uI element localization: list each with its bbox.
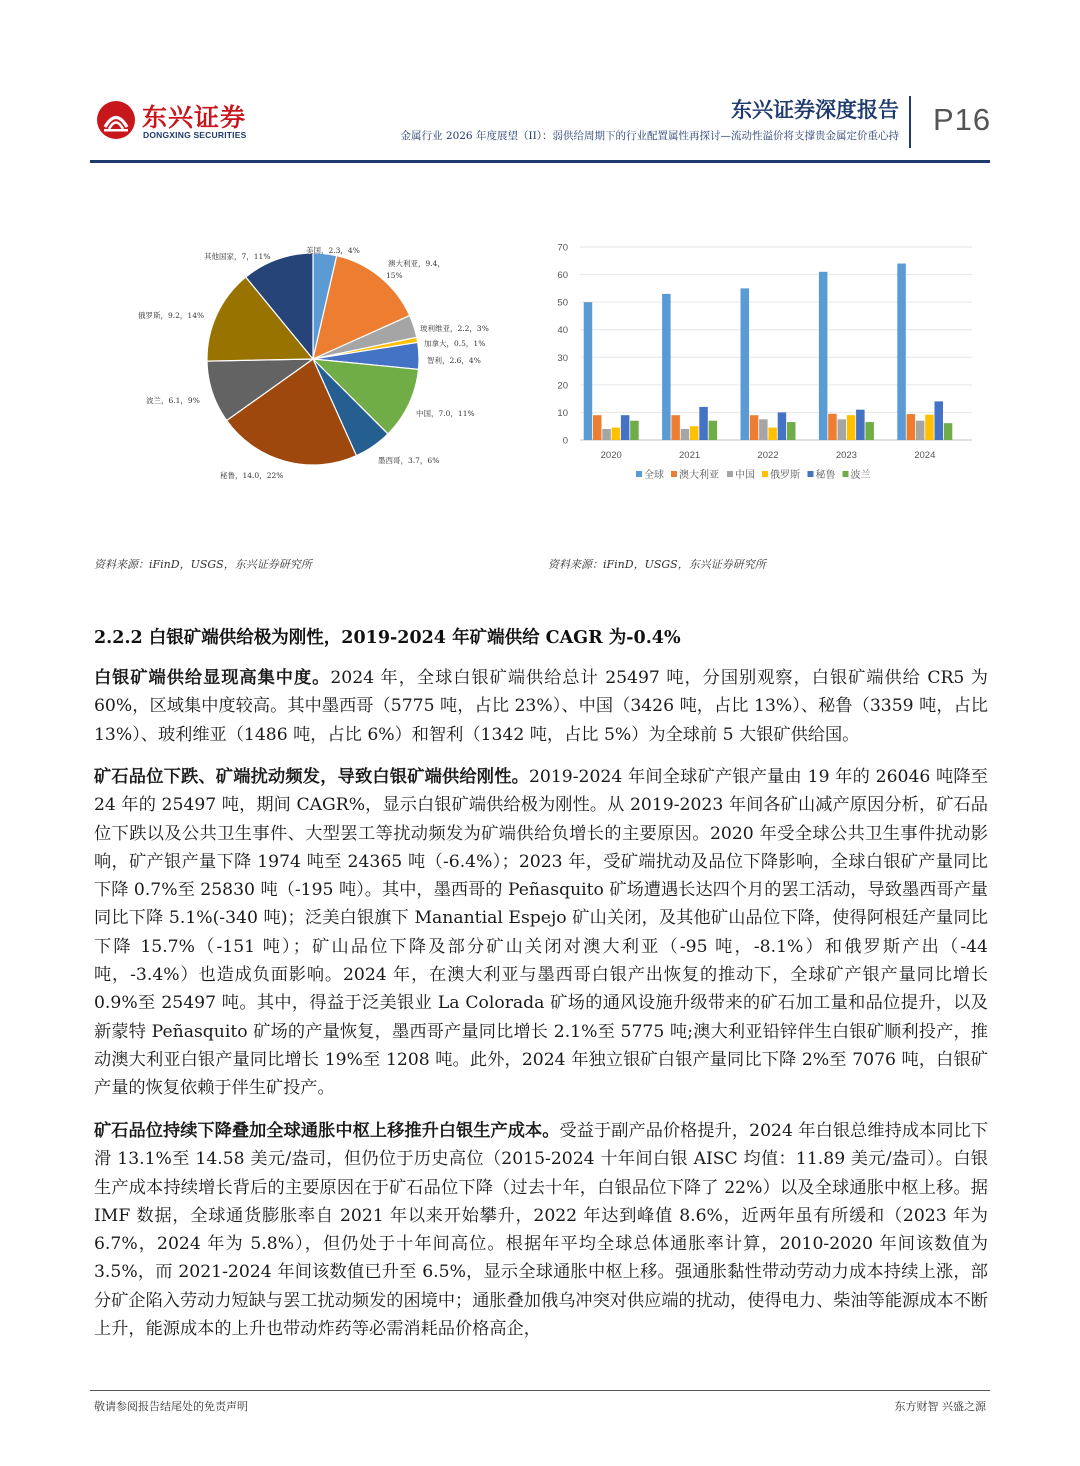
legend-swatch-4: [762, 471, 768, 477]
pie-chart: [130, 238, 520, 488]
bar-2023-2: [828, 414, 837, 440]
bar-2022-1: [741, 288, 750, 440]
bar-2024-1: [897, 264, 906, 440]
pie-label-7: 墨西哥，3.7，6%: [378, 456, 440, 465]
y-tick-label: 30: [557, 352, 568, 364]
legend-label-5: 秘鲁: [815, 470, 836, 481]
company-logo-icon: [96, 100, 136, 140]
bar-chart: [540, 236, 980, 496]
legend-swatch-2: [671, 471, 677, 477]
bar-2024-2: [907, 414, 916, 440]
bar-2024-3: [916, 421, 925, 440]
header-divider: [909, 96, 911, 148]
legend-swatch-3: [727, 471, 733, 477]
pie-label-2: 澳大利亚，9.4， 15%: [386, 259, 445, 280]
bar-2022-4: [768, 428, 777, 440]
bar-2023-5: [856, 410, 865, 440]
logo-chinese-name: 东兴证券: [142, 103, 247, 132]
bar-2023-6: [865, 422, 874, 440]
bar-2024-5: [935, 401, 944, 440]
paragraph-2: [94, 763, 988, 1103]
x-tick-label: 2024: [914, 450, 936, 461]
y-tick-label: 60: [557, 270, 568, 282]
y-tick-label: 0: [562, 435, 568, 447]
bar-2020-5: [621, 415, 630, 440]
report-subtitle: 金属行业 2026 年度展望（II）：弱供给周期下的行业配置属性再探讨—流动性溢价将支撑贵金属定价重心持: [400, 130, 899, 142]
legend-label-1: 全球: [644, 470, 664, 481]
bar-2022-2: [750, 415, 759, 440]
legend-label-6: 波兰: [850, 470, 871, 481]
paragraph-3-text: 受益于副产品价格提升，2024 年白银总维持成本同比下滑 13.1%至 14.58 美元/盎司，但仍位于历史高位（2015-2024 十年间白银 AISC 均值：11.89 美元/盎司）。白银生产成本持续增长背后的主要原因在于矿石品位下降（过去十年，白银品位下降了 22%）以及全球通胀中枢上移。据 IMF 数据，全球通货膨胀率自 2021 年以来开始攀升，2022 年达到峰值 8.6%，近两年虽有所缓和（2023 年为 6.7%，2024 年为 5.8%），但仍处于十年间高位。根据年平均全球总体通胀率计算，2010-2020 年间该数值为 3.5%，而 2021-2024 年间该数值已升至 6.5%，显示全球通胀中枢上移。强通胀黏性带动劳动力成本持续上涨，部分矿企陷入劳动力短缺与罢工扰动频发的困境中；通胀叠加俄乌冲突对供应端的扰动，使得电力、柴油等能源成本不断上升，能源成本的上升也带动炸药等必需消耗品价格高企，: [94, 1121, 988, 1340]
legend-swatch-1: [636, 471, 642, 477]
bar-2020-6: [630, 421, 639, 440]
legend-label-4: 俄罗斯: [770, 470, 800, 481]
pie-label-11: 其他国家，7，11%: [204, 252, 271, 261]
pie-label-3: 玻利维亚，2.2，3%: [420, 324, 489, 333]
bar-2022-5: [778, 412, 787, 440]
bar-2024-4: [925, 415, 934, 440]
footer-rule: [90, 1390, 990, 1391]
legend-label-3: 中国: [735, 470, 755, 481]
bar-2023-4: [847, 415, 856, 440]
legend-label-2: 澳大利亚: [679, 470, 719, 481]
y-tick-label: 70: [557, 242, 568, 254]
page-number: P16: [933, 102, 992, 137]
bar-2020-3: [602, 429, 611, 440]
section-heading: 2.2.2 白银矿端供给极为刚性，2019-2024 年矿端供给 CAGR 为-0.4%: [94, 628, 681, 648]
bar-2020-2: [593, 415, 602, 440]
pie-label-1: 美国，2.3，4%: [306, 246, 360, 255]
bar-2021-6: [709, 421, 718, 440]
pie-label-6: 中国，7.0，11%: [416, 409, 475, 418]
x-tick-label: 2021: [679, 450, 701, 461]
paragraph-2-lead: 矿石品位下跌、矿端扰动频发，导致白银矿端供给刚性。: [94, 767, 529, 787]
bar-2021-3: [681, 429, 690, 440]
bar-2023-1: [819, 272, 828, 440]
bar-2021-4: [690, 426, 699, 440]
x-tick-label: 2020: [600, 450, 622, 461]
bar-2021-2: [671, 415, 680, 440]
x-tick-label: 2022: [757, 450, 779, 461]
bar-2020-4: [612, 428, 621, 440]
paragraph-3: [94, 1117, 988, 1343]
x-tick-label: 2023: [835, 450, 857, 461]
bar-2020-1: [584, 302, 593, 440]
footer-slogan: 东方财智 兴盛之源: [894, 1400, 986, 1413]
bar-2021-5: [699, 407, 708, 440]
legend-swatch-5: [808, 471, 814, 477]
report-title: 东兴证券深度报告: [731, 98, 899, 122]
y-tick-label: 50: [557, 297, 568, 309]
paragraph-3-lead: 矿石品位持续下降叠加全球通胀中枢上移推升白银生产成本。: [94, 1121, 560, 1141]
bar-2022-3: [759, 419, 768, 440]
bar-2022-6: [787, 422, 796, 440]
bar-2021-1: [662, 294, 671, 440]
pie-label-5: 智利，2.6，4%: [427, 356, 481, 365]
pie-label-8: 秘鲁，14.0，22%: [220, 471, 284, 480]
right-figure-source: 资料来源：iFinD，USGS，东兴证券研究所: [548, 558, 766, 571]
paragraph-2-text: 2019-2024 年间全球矿产银产量由 19 年的 26046 吨降至 24 年的 25497 吨，期间 CAGR%，显示白银矿端供给极为刚性。从 2019-2023 年间各矿山减产原因分析，矿石品位下跌以及公共卫生事件、大型罢工等扰动频发为矿端供给负增长的主要原因。2020 年受全球公共卫生事件扰动影响，矿产银产量下降 1974 吨至 24365 吨（-6.4%）；2023 年，受矿端扰动及品位下降影响，全球白银矿产量同比下降 0.7%至 25830 吨（-195 吨）。其中，墨西哥的 Peñasquito 矿场遭遇长达四个月的罢工活动，导致墨西哥产量同比下降 5.1%(-340 吨)；泛美白银旗下 Manantial Espejo 矿山关闭，及其他矿山品位下降，使得阿根廷产量同比下降 15.7%（-151 吨）；矿山品位下降及部分矿山关闭对澳大利亚（-95 吨，-8.1%）和俄罗斯产出（-44 吨，-3.4%）也造成负面影响。2024 年，在澳大利亚与墨西哥白银产出恢复的推动下，全球矿产银产量同比增长 0.9%至 25497 吨。其中，得益于泛美银业 La Colorada 矿场的通风设施升级带来的矿石加工量和品位提升，以及新蒙特 Peñasquito 矿场的产量恢复，墨西哥产量同比增长 2.1%至 5775 吨;澳大利亚铅锌伴生白银矿顺利投产，推动澳大利亚白银产量同比增长 19%至 1208 吨。此外，2024 年独立银矿白银产量同比下降 2%至 7076 吨，白银矿产量的恢复依赖于伴生矿投产。: [94, 767, 988, 1099]
bar-2023-3: [838, 419, 847, 440]
header-rule: [90, 160, 990, 163]
paragraph-1-lead: 白银矿端供给显现高集中度。: [94, 668, 331, 688]
pie-label-4: 加拿大，0.5，1%: [424, 339, 486, 348]
logo-english-name: DONGXING SECURITIES: [143, 130, 247, 140]
paragraph-1: [94, 664, 988, 749]
legend-swatch-6: [843, 471, 849, 477]
pie-label-10: 俄罗斯，9.2，14%: [138, 311, 205, 320]
y-tick-label: 20: [557, 380, 568, 392]
pie-label-9: 波兰，6.1，9%: [146, 396, 200, 405]
bar-2024-6: [944, 423, 953, 440]
paragraph-1-text: 2024 年，全球白银矿端供给总计 25497 吨，分国别观察，白银矿端供给 CR5 为 60%，区域集中度较高。其中墨西哥（5775 吨，占比 23%）、中国（3426 吨，占比 13%）、秘鲁（3359 吨，占比 13%）、玻利维亚（1486 吨，占比 6%）和智利（1342 吨，占比 5%）为全球前 5 大银矿供给国。: [94, 668, 988, 745]
y-tick-label: 10: [557, 407, 568, 419]
left-figure-source: 资料来源：iFinD，USGS，东兴证券研究所: [94, 558, 312, 571]
footer-disclaimer: 敬请参阅报告结尾处的免责声明: [94, 1400, 248, 1413]
y-tick-label: 40: [557, 325, 568, 337]
